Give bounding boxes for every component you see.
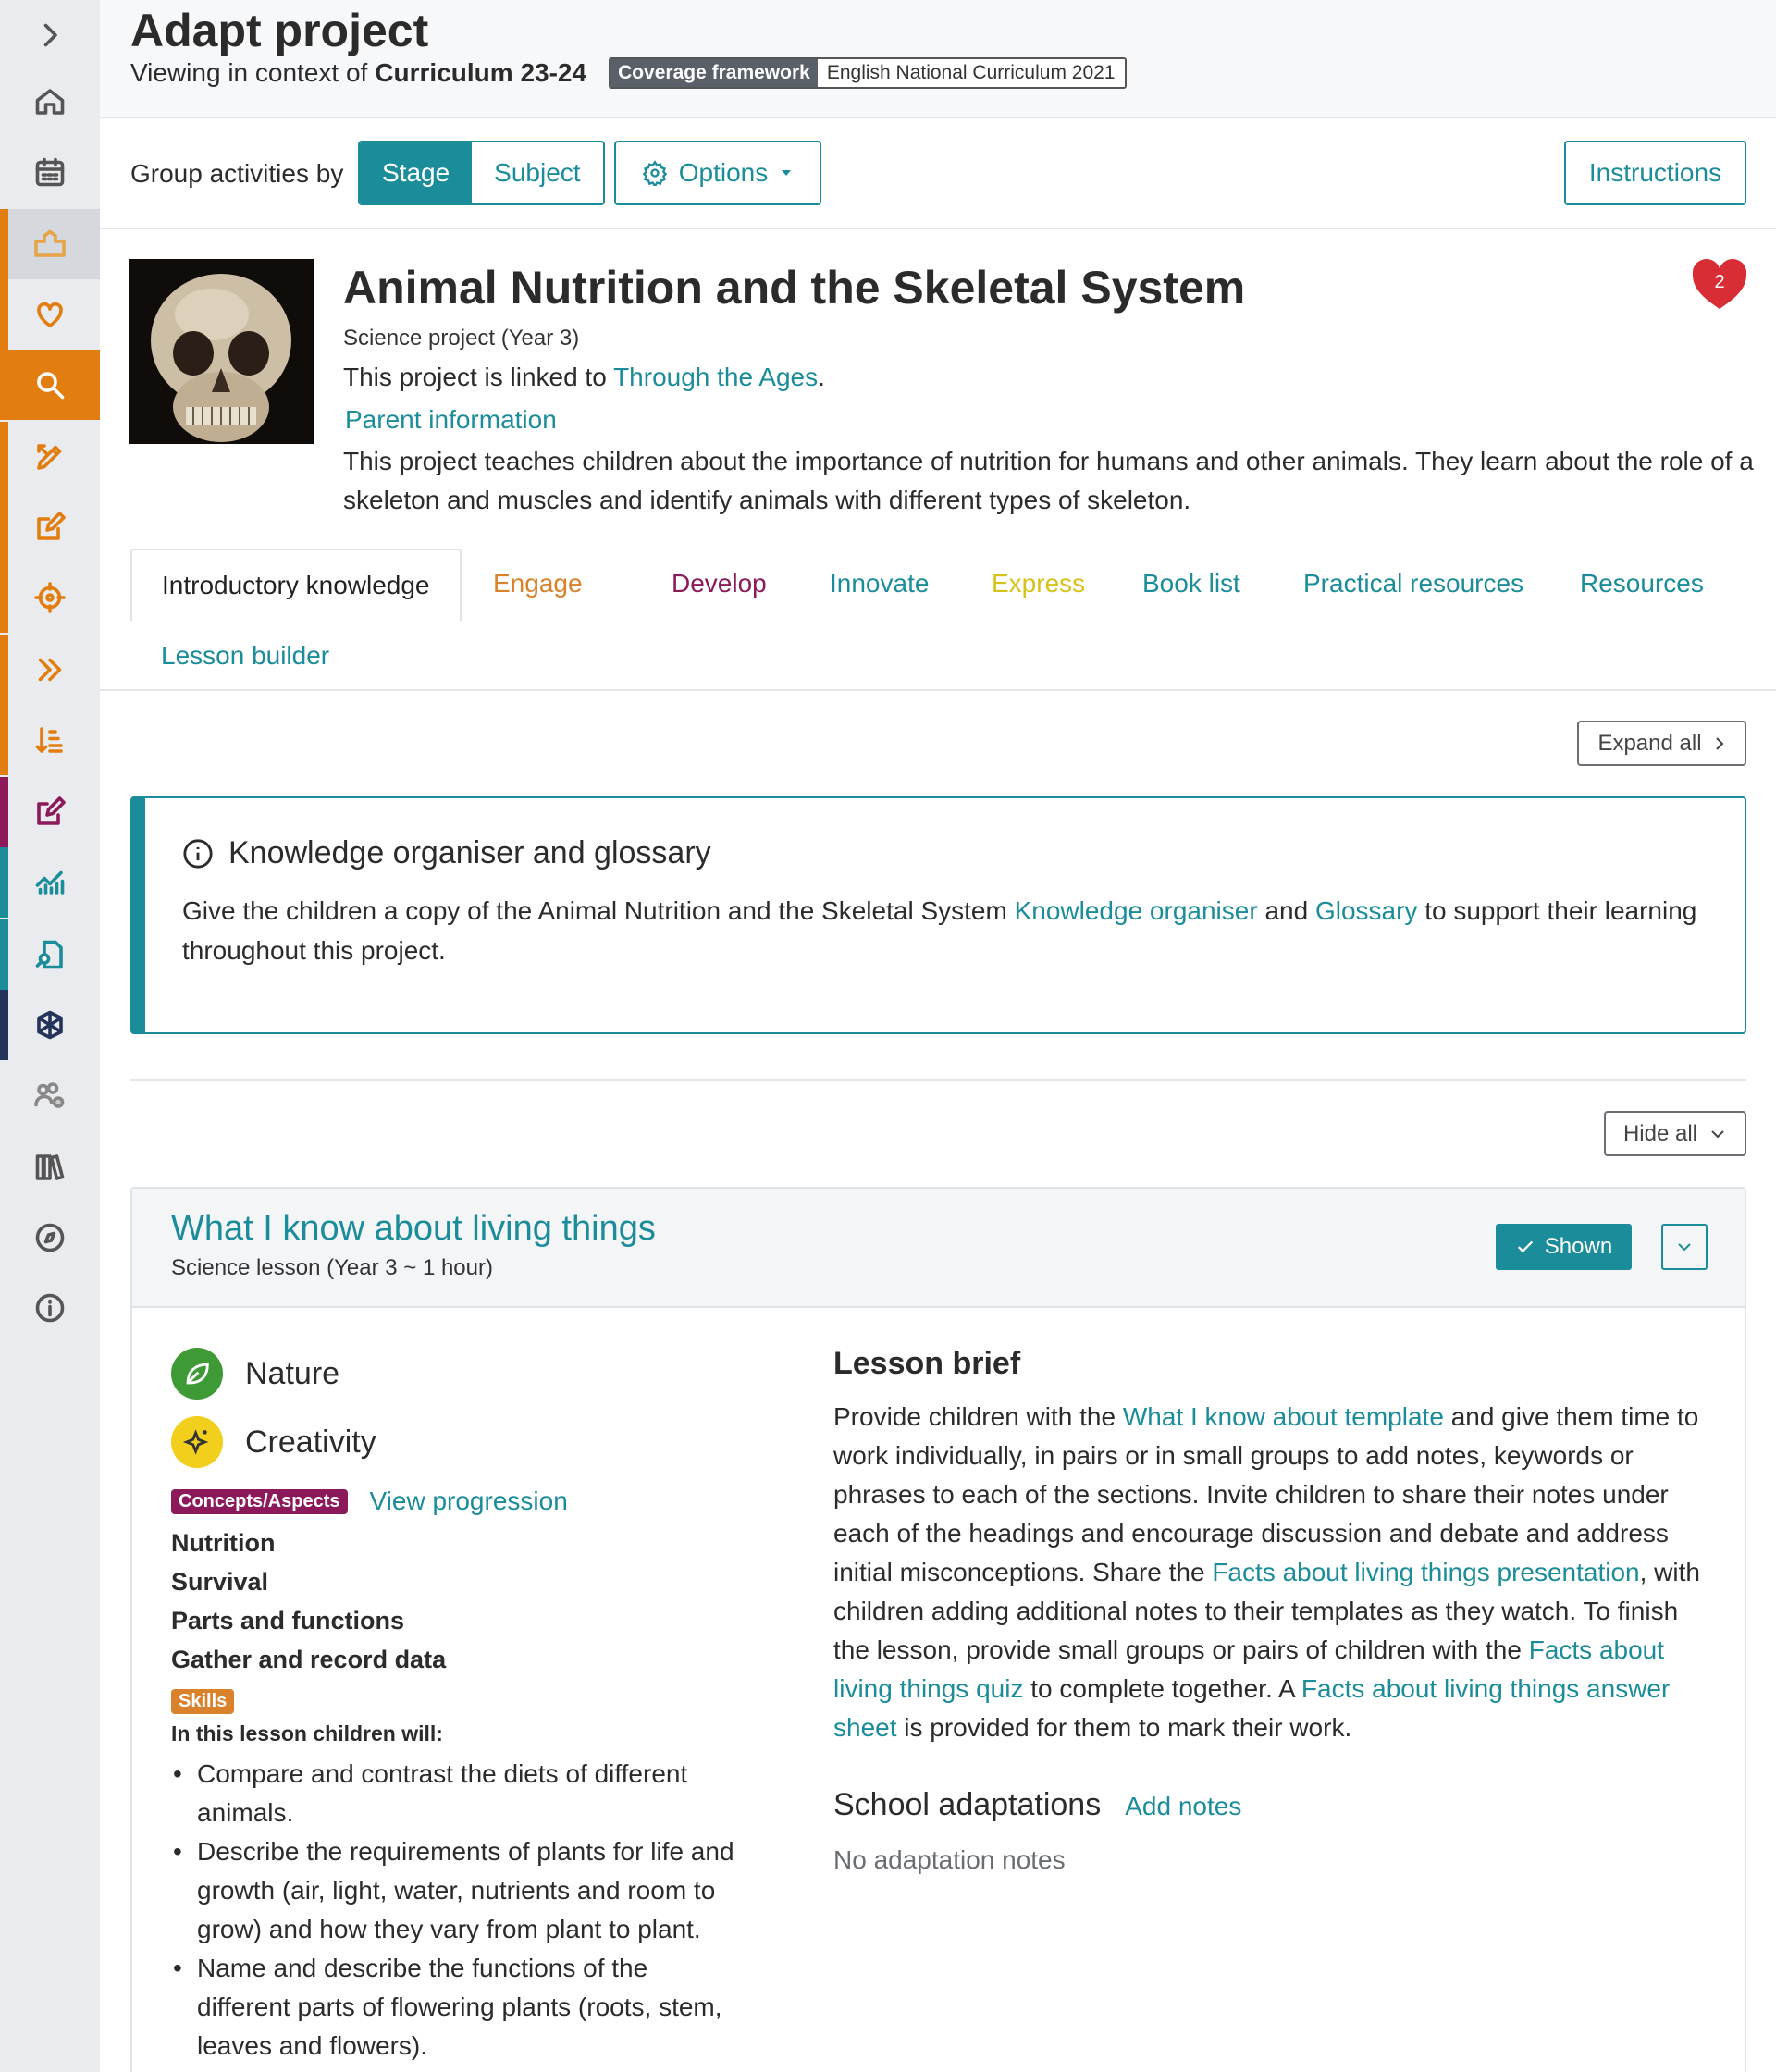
chart-icon [33,866,67,899]
hide-all-label: Hide all [1622,1120,1698,1146]
sidebar-expand[interactable] [0,0,100,70]
skill-item: • Compare and contrast the diets of different animals. [171,1755,745,1832]
info-icon [33,1291,67,1325]
add-notes-link[interactable]: Add notes [1125,1792,1242,1820]
context-value: Curriculum 23-24 [375,58,587,87]
linked-suffix: . [818,363,825,391]
double-chevron-icon [33,653,67,686]
brief-text-5: is provided for them to mark their work. [904,1713,1352,1742]
chevron-right-icon [33,18,67,52]
skills-row [171,1689,234,1714]
knowledge-text-prefix: Give the children a copy of the Animal Nutrition and the Skeletal System [182,896,1007,925]
sidebar-item-explore[interactable] [0,1202,100,1273]
sidebar-item-file-search[interactable] [0,919,100,990]
framework-value: English National Curriculum 2021 [818,59,1125,87]
shown-toggle-button[interactable] [1496,1224,1632,1270]
concepts-row [171,1486,568,1516]
group-by-stage-button[interactable]: Stage [360,142,472,204]
heart-icon [1691,259,1748,311]
school-adaptations-heading [833,1787,1241,1823]
sidebar-item-design[interactable] [0,422,100,492]
file-search-icon [33,938,67,971]
sidebar-item-assessment[interactable] [0,777,100,847]
sidebar-item-edit[interactable] [0,492,100,562]
tab-resources[interactable]: Resources [1580,569,1704,598]
presentation-link[interactable]: Facts about living things presentation [1212,1558,1640,1586]
leaf-icon [171,1348,223,1400]
favourite-button[interactable] [1691,259,1748,311]
driver-nature-label: Nature [245,1355,340,1391]
brief-text-2: and give them time to work individually, in pairs or in small groups to add notes, keywords or phrases to each of the sections. Invite children to share their notes under each of the headings and encourage discussion and debate and address initial misconceptions. Share the [833,1402,1699,1586]
group-by-subject-button[interactable]: Subject [494,158,581,187]
tab-engage[interactable]: Engage [493,569,583,598]
shown-label: Shown [1544,1234,1613,1259]
expand-all-button[interactable] [1577,721,1746,766]
tab-introductory-knowledge[interactable]: Introductory knowledge [130,549,462,621]
compass-icon [33,1221,67,1254]
framework-label: Coverage framework [610,59,818,87]
search-icon [33,368,67,401]
skill-item: • Name and describe the functions of the different parts of flowering plants (roots, stem, leaves and flowers). [171,1949,745,2066]
design-tools-icon [33,440,67,474]
skills-intro: In this lesson children will: [171,1721,443,1745]
parent-information-link[interactable]: Parent information [345,405,557,434]
users-gear-icon [33,1079,67,1112]
tab-lesson-builder[interactable]: Lesson builder [161,641,330,670]
calendar-icon [33,155,67,189]
concept-item: Gather and record data [171,1646,447,1673]
skill-item: • Describe the requirements of plants for life and growth (air, light, water, nutrients and room to grow) and how they vary from plant to plant. [171,1832,745,1949]
knowledge-title-text: Knowledge organiser and glossary [228,835,711,870]
project-image [129,259,314,444]
sidebar [0,0,100,2072]
chevron-down-icon [1675,1240,1694,1253]
heart-icon [33,298,67,331]
page-title: Adapt project [130,5,429,56]
brief-text-1: Provide children with the [833,1402,1116,1431]
edit-icon [33,511,67,544]
coverage-framework-badge[interactable] [609,57,1126,89]
sidebar-item-users[interactable] [0,1060,100,1130]
sidebar-item-target[interactable] [0,562,100,633]
answer-sheet-link[interactable]: Facts about living things answer sheet [833,1674,1671,1742]
target-icon [33,581,67,614]
hide-all-button[interactable] [1604,1111,1746,1156]
skull-image [129,259,314,444]
section-divider [130,1079,1746,1081]
sidebar-item-home[interactable] [0,67,100,137]
concept-item: Survival [171,1568,269,1596]
glossary-link[interactable]: Glossary [1314,896,1418,925]
knowledge-organiser-link[interactable]: Knowledge organiser [1014,896,1258,925]
driver-creativity [171,1416,376,1468]
lesson-subtitle: Science lesson (Year 3 ~ 1 hour) [171,1255,493,1280]
knowledge-organiser-box [130,796,1746,1034]
tab-practical-resources[interactable]: Practical resources [1303,569,1524,598]
concept-item: Parts and functions [171,1607,405,1634]
home-icon [33,85,67,118]
lesson-title-link[interactable]: What I know about living things [171,1209,656,1248]
concept-item: Nutrition [171,1529,276,1557]
knowledge-title [182,835,711,871]
chevron-right-icon [1713,734,1726,753]
quiz-link[interactable]: Facts about living things quiz [833,1635,1665,1703]
school-icon [33,228,67,261]
sidebar-item-info[interactable] [0,1273,100,1343]
sidebar-item-sort[interactable] [0,705,100,775]
project-title: Animal Nutrition and the Skeletal System [343,262,1246,314]
tab-book-list[interactable]: Book list [1142,569,1240,598]
concepts-badge: Concepts/Aspects [171,1489,348,1514]
favourites-count: 2 [1714,272,1725,292]
linked-project-line [343,363,825,392]
sidebar-item-school[interactable] [0,209,100,279]
knowledge-text-suffix: to support their learning throughout this project. [182,896,1697,965]
options-label: Options [678,158,769,187]
lesson-collapse-button[interactable] [1661,1224,1708,1270]
group-by-toggle [358,141,605,205]
options-dropdown-button[interactable] [614,141,821,205]
skills-list [171,1755,745,2066]
info-icon [182,838,214,870]
knowledge-and: and [1264,896,1309,925]
group-activities-label: Group activities by [130,159,344,188]
lesson-brief-heading: Lesson brief [833,1346,1021,1381]
tab-innovate[interactable]: Innovate [830,569,930,598]
template-link[interactable]: What I know about template [1122,1402,1444,1431]
page-header [100,0,1776,118]
pen-square-icon [33,796,67,829]
expand-all-label: Expand all [1597,730,1702,756]
knowledge-text [182,891,1736,970]
lesson-card [130,1187,1746,2072]
sidebar-item-progress[interactable] [0,635,100,705]
network-icon [33,1008,67,1042]
context-line [130,57,1127,89]
instructions-button[interactable]: Instructions [1564,141,1746,205]
project-description: This project teaches children about the importance of nutrition for humans and other animals. They learn about the role of a skeleton and muscles and identify animals with different types of skeleton. [343,447,1754,514]
skills-badge: Skills [171,1689,234,1714]
sidebar-item-network[interactable] [0,990,100,1060]
main-content [100,0,1776,2072]
sidebar-item-library[interactable] [0,1132,100,1202]
view-progression-link[interactable]: View progression [369,1486,568,1515]
linked-project-link[interactable]: Through the Ages [613,363,819,391]
tab-develop[interactable]: Develop [672,569,767,598]
sort-icon [33,723,67,757]
adaptations-heading-text: School adaptations [833,1787,1102,1822]
linked-prefix: This project is linked to [343,363,607,391]
brief-text-3: , with children adding additional notes to their templates as they watch. To finish the lesson, provide small groups or pairs of children with the [833,1558,1700,1664]
sidebar-item-calendar[interactable] [0,137,100,207]
lesson-brief-text [833,1398,1712,1747]
lesson-header [132,1189,1745,1308]
brief-text-4: to complete together. A [1030,1674,1295,1703]
driver-nature [171,1348,339,1400]
sidebar-item-search[interactable] [0,350,100,420]
chevron-down-icon [1708,1128,1727,1141]
project-subtitle: Science project (Year 3) [343,326,580,351]
gear-icon [642,160,668,186]
check-icon [1515,1237,1536,1257]
driver-creativity-label: Creativity [245,1424,376,1460]
tabs-divider [100,689,1776,691]
tab-express[interactable]: Express [992,569,1086,598]
library-icon [33,1151,67,1184]
no-adaptation-notes: No adaptation notes [833,1845,1066,1874]
sparkle-icon [171,1416,223,1468]
toolbar [100,118,1776,229]
context-prefix: Viewing in context of [130,58,368,87]
caret-down-icon [779,166,794,180]
sidebar-item-favourites[interactable] [0,279,100,350]
sidebar-item-reports[interactable] [0,847,100,918]
